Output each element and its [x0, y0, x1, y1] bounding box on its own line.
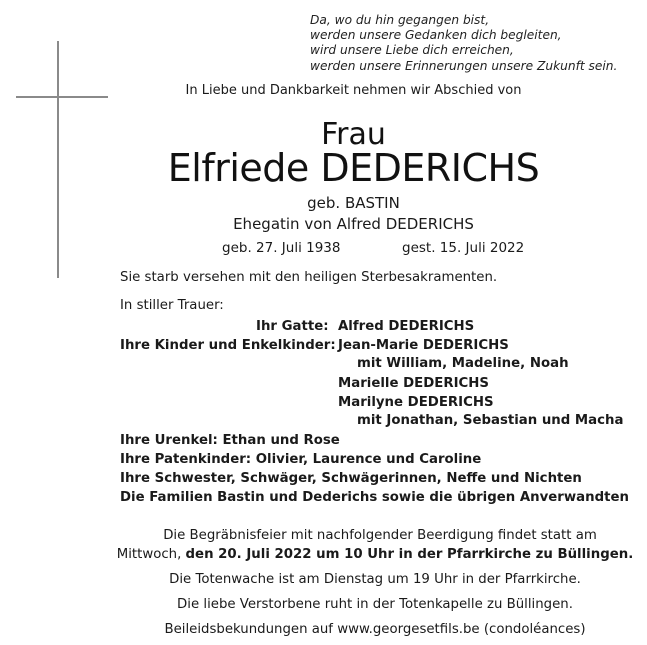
- funeral-line-1: Die Begräbnisfeier mit nachfolgender Beerdigung findet statt am: [163, 528, 597, 543]
- spouse-line: Ehegatin von Alfred DEDERICHS: [233, 215, 474, 233]
- intro-text: In Liebe und Dankbarkeit nehmen wir Abschied von: [185, 83, 522, 98]
- rest-info: Die liebe Verstorbene ruht in der Totenkapelle zu Büllingen.: [177, 597, 573, 612]
- gatte-label: Ihr Gatte:: [256, 319, 329, 334]
- grandchildren: mit Jonathan, Sebastian und Macha: [357, 413, 624, 428]
- child-name: Jean-Marie DEDERICHS: [338, 338, 509, 353]
- urenkel-line: Ihre Urenkel: Ethan und Rose: [120, 433, 340, 448]
- child-name: Marielle DEDERICHS: [338, 376, 489, 391]
- condolences-info: Beileidsbekundungen auf www.georgesetfils.be (condoléances): [164, 622, 586, 637]
- child-name: Marilyne DEDERICHS: [338, 395, 494, 410]
- funeral-line-2: [0, 547, 647, 562]
- poem-line: Da, wo du hin gegangen bist,: [310, 13, 490, 27]
- kinder-label: Ihre Kinder und Enkelkinder:: [120, 338, 336, 353]
- poem: [310, 13, 617, 74]
- birth-date: geb. 27. Juli 1938: [222, 240, 341, 256]
- funeral-day: Mittwoch,: [116, 547, 186, 562]
- deceased-name: Elfriede DEDERICHS: [167, 146, 540, 190]
- funeral-datetime: den 20. Juli 2022 um 10 Uhr in der Pfarrkirche zu Büllingen.: [185, 547, 634, 562]
- paten-line: Ihre Patenkinder: Olivier, Laurence und Caroline: [120, 452, 482, 467]
- familien-line: Die Familien Bastin und Dederichs sowie die übrigen Anverwandten: [120, 490, 629, 505]
- grandchildren: mit William, Madeline, Noah: [357, 356, 569, 371]
- poem-line: werden unsere Erinnerungen unsere Zukunft sein.: [310, 58, 618, 73]
- poem-line: wird unsere Liebe dich erreichen,: [310, 43, 514, 58]
- poem-line: werden unsere Gedanken dich begleiten,: [310, 28, 562, 43]
- maiden-name: geb. BASTIN: [307, 194, 400, 212]
- title-frau: Frau: [321, 117, 386, 152]
- death-date: gest. 15. Juli 2022: [402, 240, 525, 256]
- mourning-intro: In stiller Trauer:: [120, 298, 224, 313]
- gatte-name: Alfred DEDERICHS: [338, 319, 475, 334]
- wake-info: Die Totenwache ist am Dienstag um 19 Uhr in der Pfarrkirche.: [169, 572, 581, 587]
- sacraments-text: Sie starb versehen mit den heiligen Sterbesakramenten.: [120, 270, 498, 285]
- geschwister-line: Ihre Schwester, Schwäger, Schwägerinnen, Neffe und Nichten: [120, 471, 582, 486]
- cross-vertical-bar: [57, 41, 59, 278]
